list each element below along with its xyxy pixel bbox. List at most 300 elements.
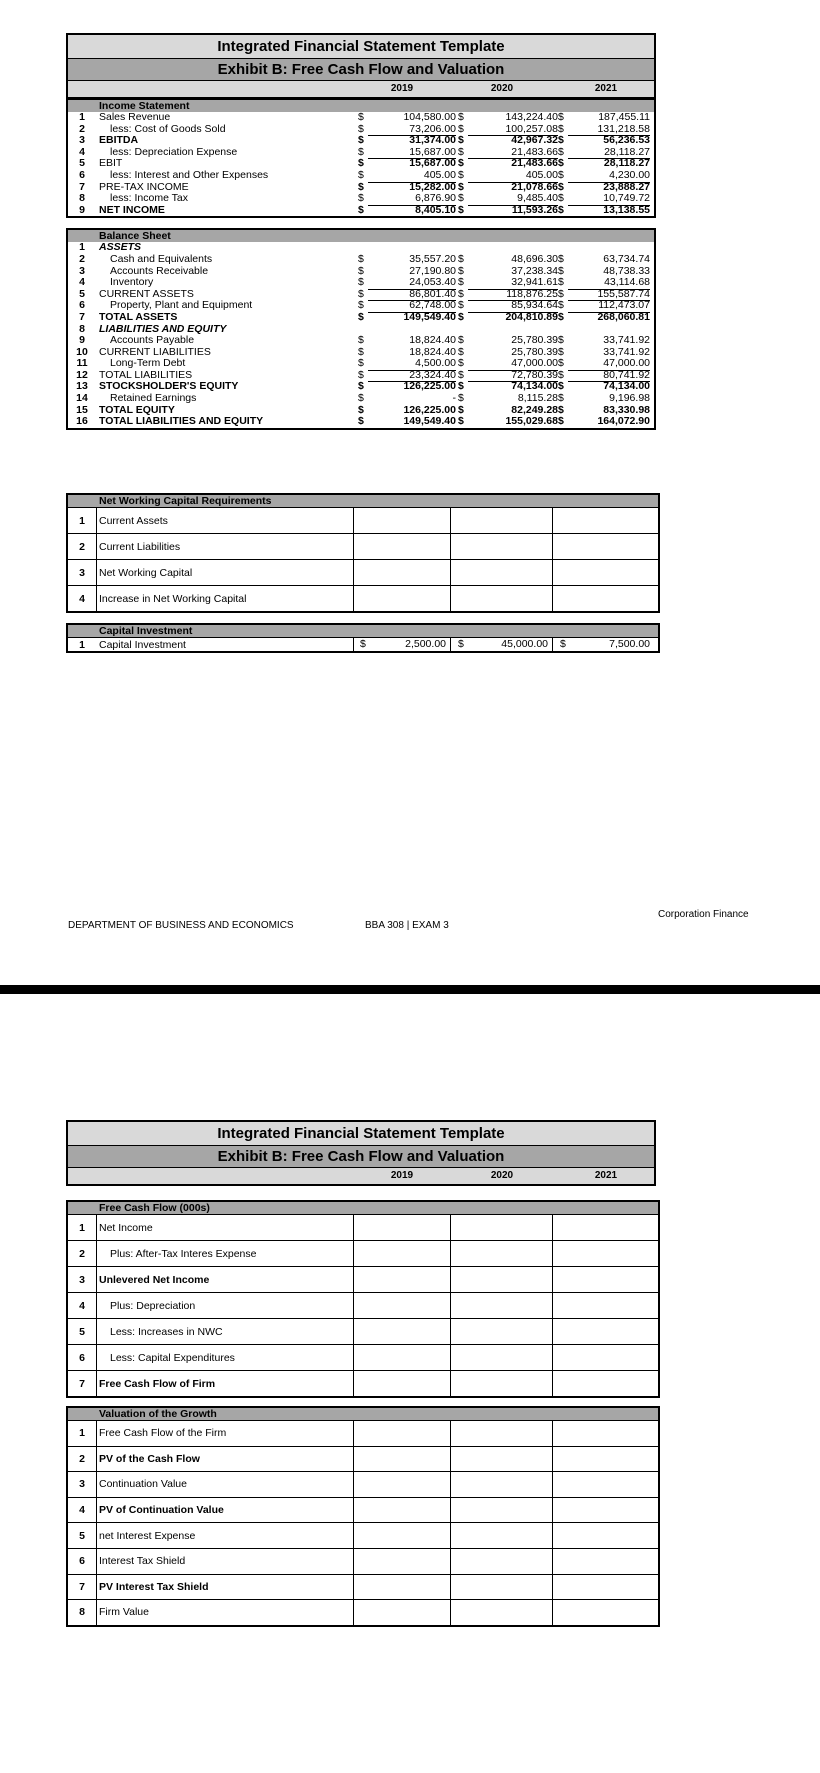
value-2020: 100,257.08 [468,124,558,137]
cell-divider [353,1600,354,1625]
currency-2019: $ [358,380,364,393]
cell-divider [552,1267,553,1292]
row-label: PV Interest Tax Shield [99,1580,209,1593]
row-label: TOTAL LIABILITIES [99,368,193,381]
cell-divider [96,1523,97,1548]
row-label: Net Income [99,1221,153,1234]
cell-divider [96,586,97,611]
value-2021: 80,741.92 [568,370,650,383]
table-row [68,193,654,205]
row-label: Net Working Capital [99,566,193,579]
currency-2021: $ [558,345,564,358]
row-number: 7 [79,310,85,323]
currency-2021: $ [558,122,564,135]
currency-2020: $ [458,252,464,265]
row-label: CURRENT ASSETS [99,287,194,300]
cell-divider [96,1267,97,1292]
value-2021: 13,138.55 [603,203,650,216]
cell-divider [353,1549,354,1574]
row-number: 5 [79,1529,85,1542]
row-number: 9 [79,334,85,347]
cell-divider [96,1215,97,1240]
value-2021: 47,000.00 [568,358,650,371]
row-number: 6 [79,299,85,312]
value-2021: 28,118.27 [568,147,650,160]
value-2019: 15,687.00 [368,147,456,160]
currency-2020: $ [458,345,464,358]
value-2020: 85,934.64 [468,300,558,313]
valuation-table [66,1406,660,1627]
table-row [68,254,654,266]
valuation-rows [68,1421,658,1625]
year-2020: 2020 [490,83,514,94]
currency-2021: $ [558,203,564,216]
table-row [68,1267,658,1293]
value-2019: 27,190.80 [409,264,456,277]
table-row [68,1319,658,1345]
currency-2019: $ [358,252,364,265]
cell-divider [450,1421,451,1446]
currency-2021: $ [558,192,564,205]
title-box-2 [66,1120,656,1186]
cell-divider [552,1600,553,1625]
currency-2019: $ [358,368,364,381]
currency-2021: $ [558,276,564,289]
currency-2021: $ [558,357,564,370]
cell-divider [96,1575,97,1600]
row-number: 13 [76,380,88,393]
currency-2019: $ [358,276,364,289]
currency-2019: $ [358,168,364,181]
cell-divider [353,1345,354,1370]
currency-2019: $ [358,392,364,405]
year-2019: 2019 [390,1170,414,1181]
exhibit-subtitle-2: Exhibit B: Free Cash Flow and Valuation [68,1146,654,1168]
cell-divider [96,1241,97,1266]
currency-2021: $ [558,392,564,405]
row-number: 6 [79,1351,85,1364]
page-break [0,985,820,994]
cell-divider [450,1498,451,1523]
table-row [68,1447,658,1473]
value-2020: 42,967.32 [511,134,558,147]
year-2021: 2021 [594,83,618,94]
cell-divider [552,1498,553,1523]
cell-divider [450,1447,451,1472]
table-row [68,1523,658,1549]
row-number: 4 [79,592,85,605]
row-number: 3 [79,134,85,147]
template-title-2: Integrated Financial Statement Template [68,1122,654,1146]
currency-2021: $ [558,145,564,158]
value-2020: 45,000.00 [501,638,548,650]
row-number: 6 [79,1555,85,1568]
cell-divider [450,1575,451,1600]
income-statement [66,99,656,218]
table-row [68,1549,658,1575]
row-number: 3 [79,1478,85,1491]
cell-divider [552,586,553,611]
cell-divider [450,1267,451,1292]
value-2020: 143,224.40 [505,111,558,123]
row-number: 16 [76,415,88,428]
income-statement-header: Income Statement [68,99,654,112]
cell-divider [552,1523,553,1548]
table-row [68,170,654,182]
currency-2021: $ [558,287,564,300]
cell-divider [450,1523,451,1548]
row-label: TOTAL LIABILITIES AND EQUITY [99,415,264,428]
row-label: less: Cost of Goods Sold [110,122,226,135]
capital-investment-table [66,623,660,653]
cell-divider [552,1447,553,1472]
cell-divider [450,1371,451,1396]
currency-2021: $ [558,168,564,181]
row-number: 4 [79,1504,85,1517]
row-label: PV of Continuation Value [99,1504,224,1517]
value-2019: 126,225.00 [403,380,456,393]
row-number: 2 [79,122,85,135]
row-number: 3 [79,264,85,277]
row-number: 3 [79,1273,85,1286]
currency-2019: $ [358,403,364,416]
cell-divider [552,1241,553,1266]
row-label: Plus: After-Tax Interes Expense [110,1247,257,1260]
value-2020: 21,483.66 [468,147,558,160]
row-label: Free Cash Flow of the Firm [99,1427,227,1440]
currency-2020: $ [458,357,464,370]
row-number: 1 [79,514,85,527]
value-2021: 9,196.98 [609,392,650,405]
year-header-2 [68,1168,654,1184]
currency-2021: $ [558,380,564,393]
row-number: 5 [79,287,85,300]
statement-sheet [66,33,656,430]
row-label: PRE-TAX INCOME [99,180,189,193]
value-2021: 4,230.00 [568,170,650,183]
value-2019: 149,549.40 [403,415,456,428]
currency-2019: $ [358,145,364,158]
row-number: 6 [79,168,85,181]
currency-2020: $ [458,145,464,158]
row-label: EBITDA [99,134,139,147]
value-2019: 35,557.20 [409,252,456,265]
cell-divider [450,586,451,611]
currency-2020: $ [458,368,464,381]
row-number: 11 [76,357,88,370]
value-2021: 63,734.74 [603,252,650,265]
value-2020: 37,238.34 [511,264,558,277]
table-row [68,560,658,586]
cell-divider [353,1319,354,1344]
cell-divider [353,586,354,611]
currency-2020: $ [458,299,464,312]
cell-divider [96,534,97,559]
row-number: 8 [79,322,85,335]
currency-2020: $ [458,111,464,123]
value-2020: 25,780.39 [511,345,558,358]
footer-department: DEPARTMENT OF BUSINESS AND ECONOMICS [68,920,294,931]
currency-2019: $ [358,264,364,277]
currency-2021: $ [558,299,564,312]
row-number: 5 [79,157,85,170]
table-row [68,335,654,347]
row-label: Less: Capital Expenditures [110,1351,235,1364]
cell-divider [353,1472,354,1497]
currency-2020: $ [458,287,464,300]
value-2019: 18,824.40 [409,334,456,347]
balance-sheet [66,228,656,430]
value-2021: 28,118.27 [603,157,650,170]
row-label: Current Assets [99,514,168,527]
currency-2020: $ [458,122,464,135]
row-number: 5 [79,1325,85,1338]
cell-divider [552,1293,553,1318]
row-label: Long-Term Debt [110,357,186,370]
currency-2020: $ [458,180,464,193]
cell-divider [353,560,354,585]
cell-divider [450,560,451,585]
currency-2021: $ [558,111,564,123]
currency-2020: $ [458,403,464,416]
row-number: 14 [76,392,88,405]
cell-divider [450,1293,451,1318]
cell-divider [450,534,451,559]
cell-divider [353,534,354,559]
value-2019: 149,549.40 [403,310,456,323]
table-row [68,1371,658,1396]
value-2019: 23,324.40 [368,370,456,383]
value-2020: 8,115.28 [517,392,558,405]
table-row [68,508,658,534]
value-2020: 74,134.00 [511,380,558,393]
row-number: 3 [79,566,85,579]
cell-divider [353,1241,354,1266]
currency-2019: $ [358,192,364,205]
table-row [68,112,654,124]
value-2019: 18,824.40 [409,345,456,358]
value-2021: 56,236.53 [603,134,650,147]
row-number: 1 [79,1221,85,1234]
row-label: NET INCOME [99,203,165,216]
cell-divider [96,508,97,533]
value-2019: 126,225.00 [403,403,456,416]
capital-investment-header: Capital Investment [68,625,658,638]
row-number: 9 [79,203,85,216]
currency-2021: $ [558,264,564,277]
fcf-rows [68,1215,658,1396]
value-2019: 31,374.00 [409,134,456,147]
table-row [68,1215,658,1241]
row-label: Unlevered Net Income [99,1273,210,1286]
row-label: TOTAL EQUITY [99,403,175,416]
currency-2021: $ [558,403,564,416]
row-label: Capital Investment [99,638,186,651]
footer-course: BBA 308 | EXAM 3 [365,920,449,931]
table-row [68,1472,658,1498]
row-number: 4 [79,1299,85,1312]
value-2021: 43,114.68 [568,277,650,290]
row-label: less: Income Tax [110,192,189,205]
value-2020: 48,696.30 [511,252,558,265]
cell-divider [450,1319,451,1344]
value-2021: 268,060.81 [597,310,650,323]
currency-2021: $ [560,638,566,650]
cell-divider [96,1421,97,1446]
cell-divider [353,1523,354,1548]
value-2021: 33,741.92 [603,345,650,358]
income-statement-rows [68,112,654,216]
row-number: 1 [79,1427,85,1440]
row-number: 2 [79,252,85,265]
row-label: Current Liabilities [99,540,181,553]
row-number: 4 [79,276,85,289]
value-2019: 6,876.90 [368,193,456,206]
value-2019: 86,801.40 [368,289,456,302]
row-number: 2 [79,1452,85,1465]
row-number: 8 [79,1606,85,1619]
value-2020: 47,000.00 [468,358,558,371]
cell-divider [450,1472,451,1497]
table-row [68,1345,658,1371]
value-2021: 74,134.00 [603,380,650,393]
cell-divider [96,1293,97,1318]
cell-divider [353,508,354,533]
currency-2020: $ [458,264,464,277]
title-box [66,33,656,99]
row-number: 2 [79,1247,85,1260]
value-2021: 7,500.00 [609,638,650,650]
row-number: 2 [79,540,85,553]
fcf-table [66,1200,660,1398]
currency-2019: $ [358,415,364,428]
row-label: Continuation Value [99,1478,187,1491]
currency-2021: $ [558,310,564,323]
currency-2020: $ [458,192,464,205]
template-title: Integrated Financial Statement Template [68,35,654,59]
cell-divider [353,1421,354,1446]
row-label: Accounts Payable [110,334,195,347]
table-row [68,1293,658,1319]
currency-2020: $ [458,638,464,650]
row-number: 4 [79,145,85,158]
currency-2019: $ [358,287,364,300]
value-2021: 164,072.90 [597,415,650,428]
row-label: Plus: Depreciation [110,1299,196,1312]
cell-divider [96,1447,97,1472]
cell-divider [96,1498,97,1523]
row-label: Free Cash Flow of Firm [99,1377,216,1390]
cell-divider [353,1215,354,1240]
row-number: 7 [79,180,85,193]
row-label: net Interest Expense [99,1529,196,1542]
table-row [68,205,654,217]
footer-subject: Corporation Finance [658,909,749,920]
table-row [68,277,654,289]
value-2021: 187,455.11 [598,111,650,123]
row-label: Sales Revenue [99,111,171,123]
cell-divider [552,1319,553,1344]
currency-2020: $ [458,392,464,405]
row-label: LIABILITIES AND EQUITY [99,322,227,335]
row-label: Less: Increases in NWC [110,1325,223,1338]
cell-divider [552,1345,553,1370]
value-2020: 72,780.39 [468,370,558,383]
value-2021: 131,218.58 [568,124,650,137]
value-2019: 405.00 [368,170,456,183]
currency-2019: $ [358,334,364,347]
table-row [68,586,658,611]
balance-sheet-header: Balance Sheet [68,230,654,242]
value-2019: 62,748.00 [368,300,456,313]
cell-divider [450,1345,451,1370]
currency-2020: $ [458,134,464,147]
cell-divider [96,1472,97,1497]
value-2021: 83,330.98 [603,403,650,416]
value-2020: 9,485.40 [468,193,558,206]
fcf-header: Free Cash Flow (000s) [68,1202,658,1215]
value-2021: 33,741.92 [603,334,650,347]
cell-divider [552,1421,553,1446]
row-label: STOCKSHOLDER'S EQUITY [99,380,239,393]
value-2020: 21,078.66 [511,180,558,193]
row-label: CURRENT LIABILITIES [99,345,211,358]
currency-2019: $ [358,134,364,147]
cell-divider [552,1371,553,1396]
currency-2020: $ [458,276,464,289]
cell-divider [450,1215,451,1240]
table-row [68,1600,658,1625]
nwc-table [66,493,660,613]
value-2020: 118,876.25 [468,289,558,302]
value-2019: 73,206.00 [368,124,456,137]
cell-divider [450,1600,451,1625]
value-2019: 15,687.00 [409,157,456,170]
table-row [68,1241,658,1267]
value-2019: 24,053.40 [368,277,456,290]
value-2021: 10,749.72 [568,193,650,206]
value-2019: 15,282.00 [409,180,456,193]
cell-divider [353,1498,354,1523]
currency-2020: $ [458,380,464,393]
currency-2020: $ [458,203,464,216]
currency-2021: $ [558,334,564,347]
row-number: 7 [79,1580,85,1593]
currency-2021: $ [558,134,564,147]
row-label: Property, Plant and Equipment [110,299,253,312]
capital-investment-row [68,638,658,651]
currency-2021: $ [558,157,564,170]
cell-divider [96,560,97,585]
row-label: PV of the Cash Flow [99,1452,200,1465]
row-label: Retained Earnings [110,392,197,405]
table-row [68,1421,658,1447]
table-row [68,534,658,560]
currency-2019: $ [358,111,364,123]
cell-divider [353,1371,354,1396]
currency-2020: $ [458,334,464,347]
year-2021: 2021 [594,1170,618,1181]
year-2019: 2019 [390,83,414,94]
year-2020: 2020 [490,1170,514,1181]
row-label: Increase in Net Working Capital [99,592,247,605]
cell-divider [353,1447,354,1472]
currency-2019: $ [358,357,364,370]
currency-2021: $ [558,180,564,193]
valuation-header: Valuation of the Growth [68,1408,658,1421]
currency-2020: $ [458,415,464,428]
table-row [68,312,654,324]
